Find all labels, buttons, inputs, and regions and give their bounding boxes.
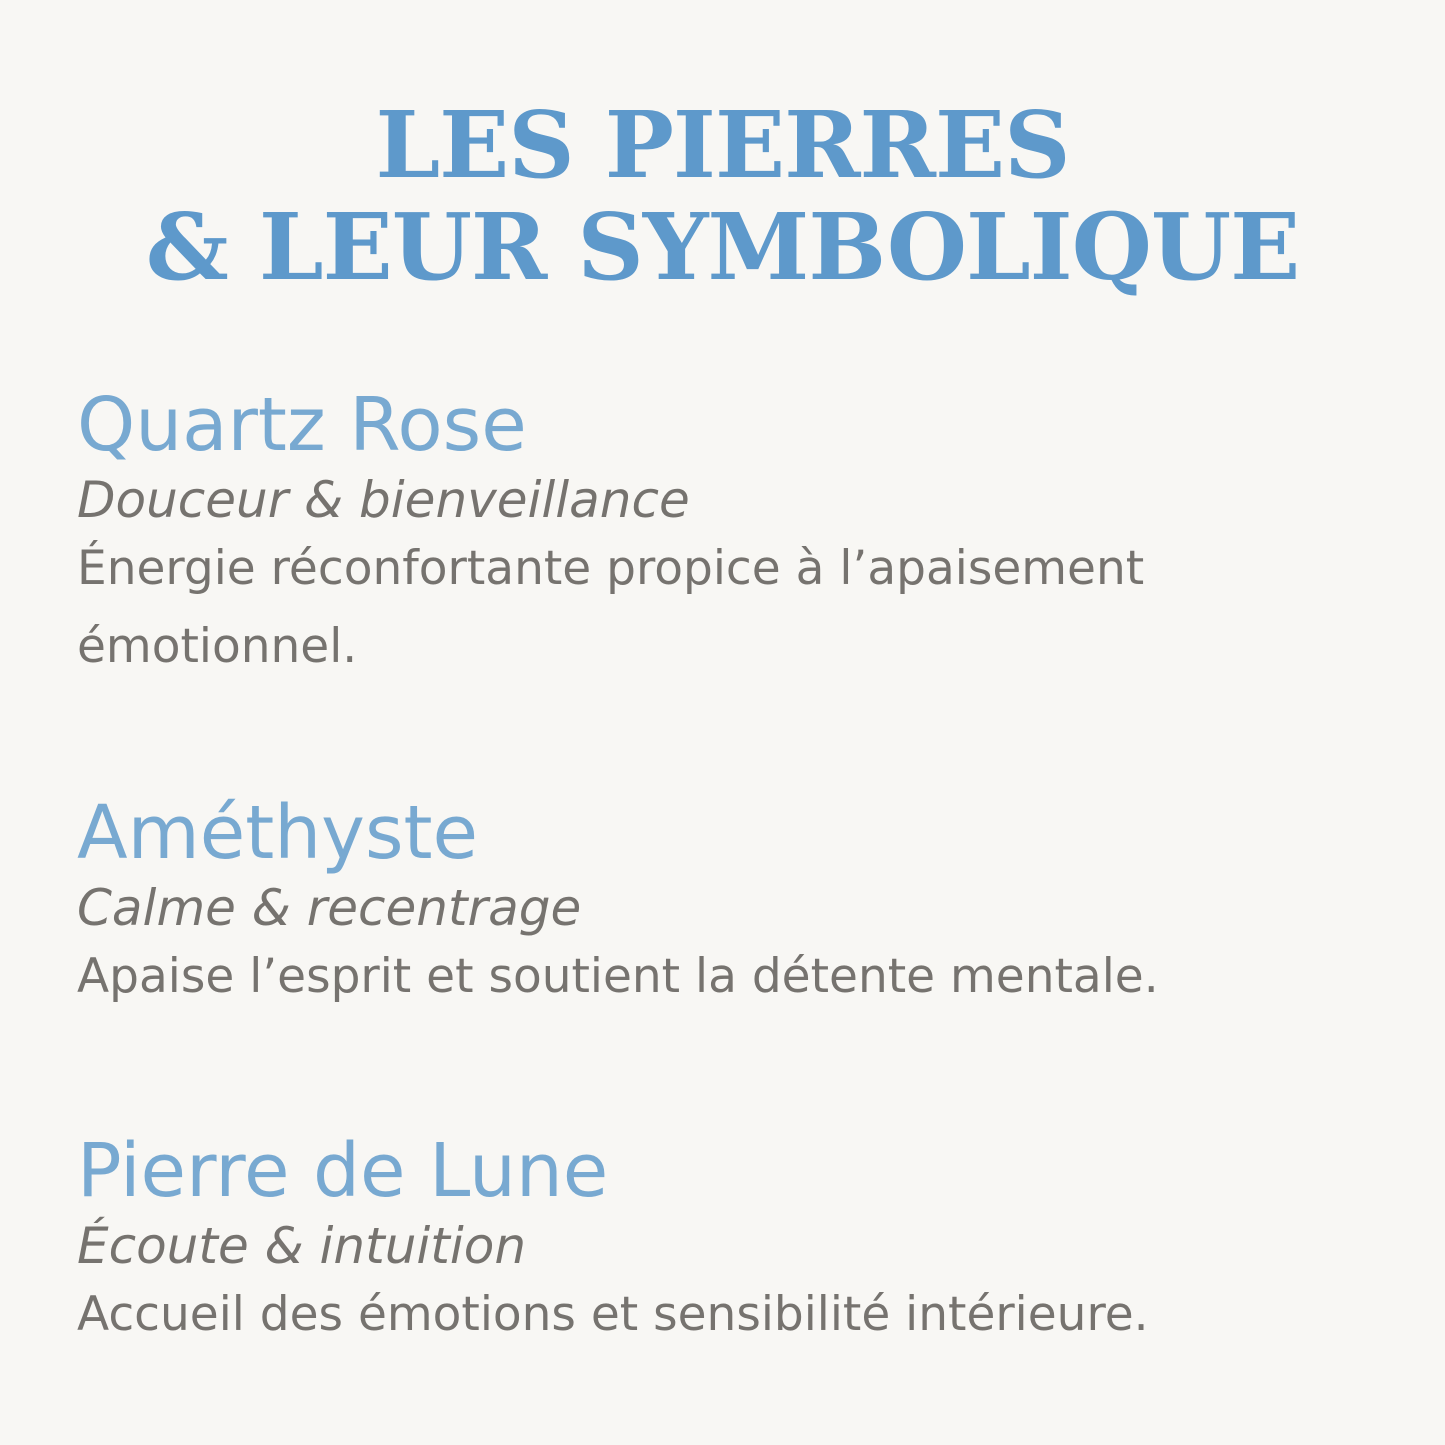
stone-subtitle: Calme & recentrage [77,879,582,937]
page-title-line-1: LES PIERRES [375,91,1070,199]
stone-name: Quartz Rose [77,382,527,468]
page-title-line-2: & LEUR SYMBOLIQUE [145,193,1300,301]
stone-entry-pierre-de-lune [77,1126,1377,1354]
stone-name: Améthyste [77,790,479,876]
stone-subtitle: Douceur & bienveillance [77,471,690,529]
stone-subtitle: Écoute & intuition [77,1217,527,1275]
stone-description: Accueil des émotions et sensibilité intérieure. [77,1287,1149,1342]
stone-name: Pierre de Lune [77,1128,609,1214]
stone-description: Énergie réconfortante propice à l’apaisement émotionnel. [77,541,1145,674]
stone-entry-amethyste [77,788,1377,1016]
stone-entry-quartz-rose [77,380,1377,686]
stone-description: Apaise l’esprit et soutient la détente mentale. [77,949,1159,1004]
